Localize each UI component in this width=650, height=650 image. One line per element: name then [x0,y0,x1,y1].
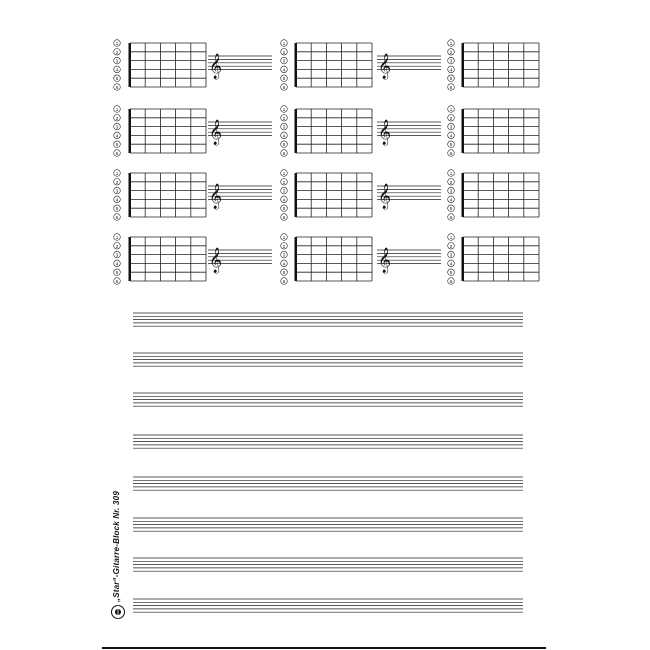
string-number-marker [114,251,121,258]
treble-clef-icon: 𝄞 [209,184,223,209]
string-number: 3 [282,252,286,258]
string-number: 5 [115,76,119,82]
string-number-marker [114,196,121,203]
clef-staff [377,183,441,209]
string-number: 5 [115,270,119,276]
chord-nut [129,173,132,217]
music-staff [133,558,523,571]
string-number-marker [281,106,288,113]
string-number: 4 [282,133,286,139]
chord-nut [462,173,465,217]
string-number-marker [114,66,121,73]
string-number-marker [281,278,288,285]
string-number-marker [114,205,121,212]
string-number-marker [114,84,121,91]
clef-staff [208,247,272,273]
string-number: 2 [115,243,119,249]
chord-row [114,170,539,221]
string-number-marker [448,187,455,194]
string-number: 4 [449,261,453,267]
string-number: 6 [282,279,286,284]
string-number: 2 [449,49,453,55]
string-number: 2 [282,115,286,121]
treble-clef-icon: 𝄞 [209,120,223,145]
string-number-marker [281,132,288,139]
string-number: 2 [282,179,286,185]
string-number-marker [448,251,455,258]
chord-row [114,234,539,285]
string-number: 1 [115,41,119,46]
music-staff [133,599,523,612]
chord-diagram [281,40,372,91]
string-number-marker [281,269,288,276]
string-number-marker [448,179,455,186]
string-number-marker [281,141,288,148]
string-number-marker [114,123,121,130]
string-number-marker [281,84,288,91]
string-number: 5 [282,206,286,212]
string-number-marker [281,234,288,241]
string-number-marker [448,150,455,157]
string-number-marker [114,141,121,148]
string-number-marker [448,141,455,148]
string-number: 5 [115,206,119,212]
treble-clef-icon: 𝄞 [209,54,223,79]
chord-diagram [281,234,372,285]
chord-row [114,40,539,91]
music-staff [133,393,523,406]
string-number: 4 [115,67,119,73]
clef-staff [208,183,272,209]
string-number: 4 [449,197,453,203]
string-number-marker [114,243,121,250]
string-number-marker [448,214,455,221]
string-number: 1 [449,171,453,176]
string-number-marker [281,187,288,194]
clef-staff [208,53,272,79]
string-number-marker [281,115,288,122]
string-number: 4 [282,67,286,73]
string-number: 1 [282,235,286,240]
string-number-marker [114,49,121,56]
string-number: 3 [449,58,453,64]
treble-clef-icon: 𝄞 [378,120,392,145]
string-number: 2 [282,243,286,249]
string-number-marker [281,57,288,64]
string-number-marker [114,75,121,82]
chord-diagram [114,234,206,285]
string-number-marker [114,57,121,64]
string-number: 5 [449,206,453,212]
chord-diagram [114,106,206,157]
string-number-marker [448,170,455,177]
chord-diagram [114,40,206,91]
string-number: 1 [449,235,453,240]
string-number: 2 [115,115,119,121]
string-number: 6 [449,85,453,90]
string-number-marker [448,269,455,276]
chord-nut [462,43,465,87]
string-number: 4 [449,67,453,73]
string-number: 5 [449,142,453,148]
string-number-marker [114,179,121,186]
clef-staff [377,119,441,145]
treble-clef-icon: 𝄞 [378,54,392,79]
string-number: 2 [449,243,453,249]
treble-clef-icon: 𝄞 [378,184,392,209]
chord-nut [295,109,298,153]
chord-diagram [448,170,539,221]
string-number: 1 [282,171,286,176]
string-number: 6 [282,85,286,90]
music-staff [133,477,523,490]
string-number: 5 [449,270,453,276]
string-number: 2 [115,179,119,185]
clef-staff [208,119,272,145]
string-number: 6 [449,215,453,220]
string-number-marker [281,123,288,130]
music-staff [133,313,523,326]
chord-nut [462,237,465,281]
string-number-marker [114,187,121,194]
string-number: 5 [282,142,286,148]
string-number-marker [281,260,288,267]
string-number-marker [281,214,288,221]
string-number-marker [448,115,455,122]
chord-diagram [448,106,539,157]
string-number-marker [281,49,288,56]
string-number: 2 [115,49,119,55]
string-number-marker [281,40,288,47]
string-number: 6 [449,151,453,156]
treble-clef-icon: 𝄞 [209,248,223,273]
string-number-marker [448,260,455,267]
string-number: 3 [115,58,119,64]
string-number: 1 [449,41,453,46]
string-number-marker [448,40,455,47]
string-number: 2 [282,49,286,55]
string-number: 1 [282,41,286,46]
string-number-marker [448,49,455,56]
string-number: 3 [282,188,286,194]
string-number: 6 [115,151,119,156]
string-number: 1 [115,107,119,112]
string-number-marker [114,132,121,139]
string-number-marker [448,57,455,64]
string-number: 6 [115,279,119,284]
string-number: 2 [449,179,453,185]
string-number-marker [114,150,121,157]
chord-diagram-section [114,40,539,285]
string-number: 3 [282,58,286,64]
string-number: 5 [115,142,119,148]
chord-nut [295,173,298,217]
string-number: 6 [115,85,119,90]
string-number: 4 [115,261,119,267]
string-number-marker [448,84,455,91]
string-number: 6 [449,279,453,284]
string-number: 1 [449,107,453,112]
string-number-marker [114,278,121,285]
string-number: 6 [282,215,286,220]
string-number-marker [114,260,121,267]
string-number: 1 [115,171,119,176]
string-number-marker [281,66,288,73]
chord-nut [129,43,132,87]
chord-diagram [114,170,206,221]
string-number: 5 [282,76,286,82]
chord-diagram [281,106,372,157]
string-number-marker [448,243,455,250]
chord-nut [295,237,298,281]
chord-nut [462,109,465,153]
string-number: 4 [282,261,286,267]
string-number-marker [114,170,121,177]
music-publisher-logo-icon [110,604,126,620]
chord-diagram [448,234,539,285]
string-number-marker [448,66,455,73]
string-number-marker [281,150,288,157]
string-number-marker [281,170,288,177]
string-number: 4 [115,133,119,139]
string-number-marker [448,123,455,130]
chord-diagram [448,40,539,91]
chord-nut [129,109,132,153]
string-number: 4 [282,197,286,203]
string-number: 3 [115,188,119,194]
string-number-marker [281,179,288,186]
string-number-marker [281,75,288,82]
string-number-marker [114,106,121,113]
chord-row [114,106,539,157]
string-number: 1 [282,107,286,112]
string-number-marker [448,278,455,285]
string-number-marker [448,132,455,139]
string-number: 3 [115,124,119,130]
string-number-marker [281,251,288,258]
clef-staff [377,247,441,273]
string-number-marker [448,75,455,82]
string-number-marker [281,243,288,250]
music-staff [133,435,523,448]
string-number: 6 [115,215,119,220]
string-number: 3 [282,124,286,130]
string-number: 6 [282,151,286,156]
string-number: 4 [115,197,119,203]
music-staff [133,518,523,531]
string-number: 5 [282,270,286,276]
string-number: 4 [449,133,453,139]
string-number: 3 [115,252,119,258]
string-number-marker [114,115,121,122]
string-number-marker [281,196,288,203]
string-number-marker [114,214,121,221]
string-number-marker [114,40,121,47]
chord-nut [295,43,298,87]
string-number: 1 [115,235,119,240]
chord-diagram [281,170,372,221]
string-number-marker [114,269,121,276]
string-number-marker [448,234,455,241]
music-staff-section [133,313,523,612]
product-name-label: „Star“-Gitarre-Block Nr. 309 [112,491,121,602]
string-number-marker [114,234,121,241]
string-number-marker [281,205,288,212]
string-number: 3 [449,188,453,194]
clef-staff [377,53,441,79]
string-number-marker [448,196,455,203]
string-number-marker [448,205,455,212]
string-number-marker [448,106,455,113]
music-staff [133,353,523,366]
string-number: 2 [449,115,453,121]
chord-nut [129,237,132,281]
treble-clef-icon: 𝄞 [378,248,392,273]
string-number: 3 [449,124,453,130]
string-number: 5 [449,76,453,82]
string-number: 3 [449,252,453,258]
